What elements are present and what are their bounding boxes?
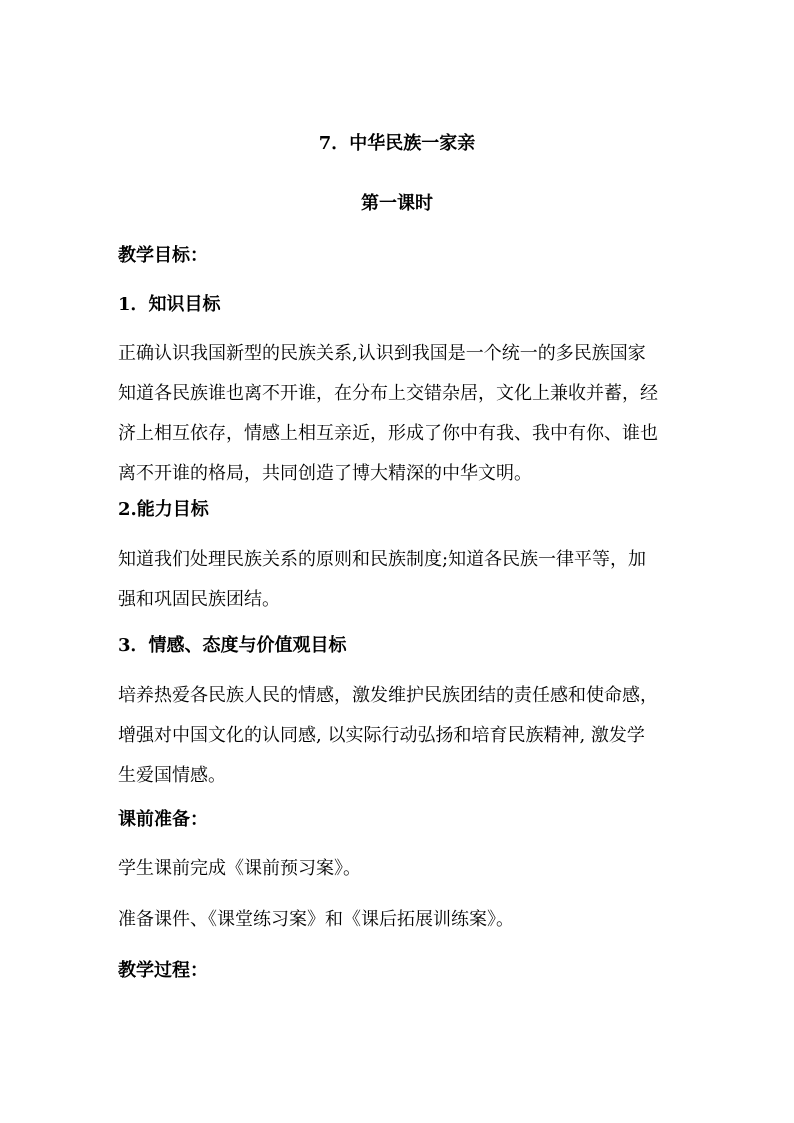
lesson-subtitle: 第一课时 [361,193,433,214]
preparation-item: 学生课前完成《课前预习案》。 [118,858,361,879]
paragraph-line: 知道各民族谁也离不开谁，在分布上交错杂居，文化上兼收并蓄，经 [118,383,658,404]
ability-goal-paragraph [118,540,678,620]
emotion-goal-paragraph [118,676,678,796]
paragraph-line: 正确认识我国新型的民族关系,认识到我国是一个统一的多民族国家 [118,343,646,364]
paragraph-line: 知道我们处理民族关系的原则和民族制度;知道各民族一律平等，加 [118,549,647,570]
emotion-goal-heading: 3．情感、态度与价值观目标 [118,635,347,656]
knowledge-goal-paragraph [118,334,678,494]
paragraph-line: 离不开谁的格局，共同创造了博大精深的中华文明。 [118,463,532,484]
paragraph-line: 培养热爱各民族人民的情感，激发维护民族团结的责任感和使命感， [118,685,658,706]
ability-goal-heading: 2.能力目标 [118,499,209,520]
preparation-heading: 课前准备： [118,809,208,830]
teaching-process-heading: 教学过程： [118,960,208,981]
teaching-goals-heading: 教学目标： [118,245,208,266]
paragraph-line: 强和巩固民族团结。 [118,589,280,610]
paragraph-line: 济上相互依存，情感上相互亲近，形成了你中有我、我中有你、谁也 [118,423,658,444]
paragraph-line: 增强对中国文化的认同感, 以实际行动弘扬和培育民族精神, 激发学 [118,725,645,746]
paragraph-line: 生爱国情感。 [118,765,226,786]
lesson-title: 7．中华民族一家亲 [318,133,476,154]
preparation-item: 准备课件、《课堂练习案》和《课后拓展训练案》。 [118,909,514,930]
knowledge-goal-heading: 1．知识目标 [118,294,221,315]
